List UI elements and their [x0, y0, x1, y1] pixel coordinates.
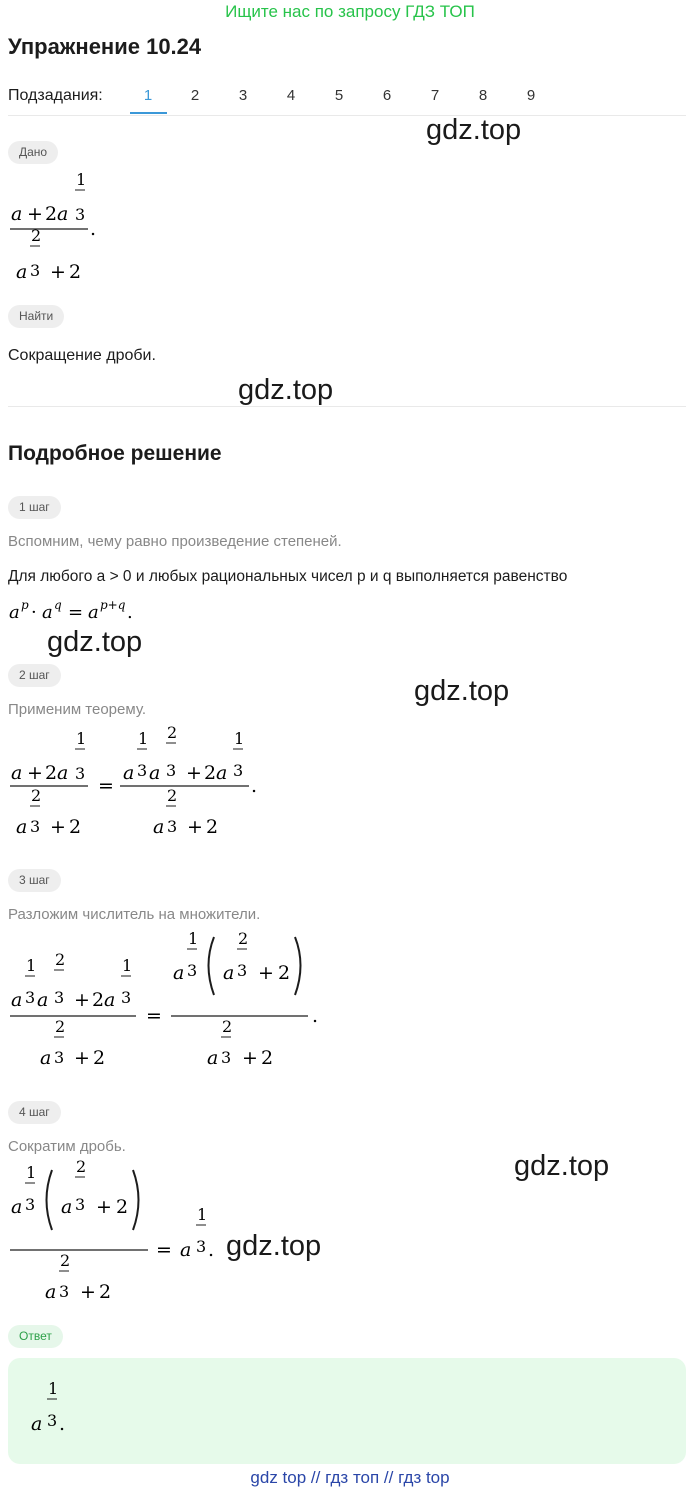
svg-text:1: 1	[26, 1163, 37, 1182]
svg-text:1: 1	[138, 729, 149, 748]
tabs-divider	[8, 115, 686, 116]
svg-text:2: 2	[238, 929, 249, 948]
svg-text:a: a	[173, 962, 185, 984]
svg-text:=: =	[156, 1239, 172, 1261]
svg-text:3: 3	[221, 1048, 232, 1067]
svg-text:a: a	[9, 602, 20, 623]
svg-text:a: a	[45, 1281, 57, 1303]
tab-subtask-2[interactable]: 2	[190, 87, 200, 104]
svg-text:a: a	[11, 762, 23, 784]
svg-text:2: 2	[261, 1047, 274, 1069]
svg-text:a: a	[16, 816, 28, 838]
svg-text:1: 1	[76, 170, 87, 189]
answer-box	[8, 1358, 686, 1464]
tab-subtask-7[interactable]: 7	[430, 87, 440, 104]
svg-text:3: 3	[167, 817, 178, 836]
tab-subtask-9[interactable]: 9	[526, 87, 536, 104]
given-expression	[8, 168, 108, 286]
svg-text:2: 2	[60, 1251, 71, 1270]
answer-badge: Ответ	[8, 1325, 63, 1348]
svg-text:2: 2	[92, 989, 105, 1011]
watermark: gdz.top	[238, 374, 334, 406]
tab-subtask-3[interactable]: 3	[238, 87, 248, 104]
svg-text:2: 2	[55, 1017, 66, 1036]
step-1-text: Для любого a > 0 и любых рациональных чисел p и q выполняется равенство	[8, 568, 568, 585]
svg-text:=: =	[146, 1005, 162, 1027]
svg-text:2: 2	[278, 962, 291, 984]
svg-text:3: 3	[30, 817, 41, 836]
step-2-badge: 2 шаг	[8, 664, 61, 687]
svg-text:3: 3	[137, 761, 148, 780]
svg-text:2: 2	[222, 1017, 233, 1036]
footer-links[interactable]: gdz top // гдз топ // гдз top	[250, 1468, 450, 1487]
svg-text:+: +	[258, 962, 274, 984]
svg-text:2: 2	[45, 762, 58, 784]
svg-text:3: 3	[25, 988, 36, 1007]
given-badge: Дано	[8, 141, 58, 164]
tab-subtask-6[interactable]: 6	[382, 87, 392, 104]
svg-text:=: =	[98, 775, 114, 797]
step-3-badge: 3 шаг	[8, 869, 61, 892]
svg-text:2: 2	[204, 762, 217, 784]
step-1-formula	[8, 596, 168, 626]
step-1-caption: Вспомним, чему равно произведение степеней.	[8, 533, 342, 550]
watermark: gdz.top	[414, 675, 510, 707]
find-badge: Найти	[8, 305, 64, 328]
step-4-formula	[8, 1156, 228, 1306]
svg-text:1: 1	[188, 929, 199, 948]
svg-text:+: +	[80, 1281, 96, 1303]
watermark: gdz.top	[226, 1230, 322, 1262]
svg-text:3: 3	[233, 761, 244, 780]
svg-text:.: .	[59, 1413, 66, 1435]
svg-text:a: a	[42, 602, 53, 623]
svg-text:3: 3	[54, 1048, 65, 1067]
svg-text:a: a	[40, 1047, 52, 1069]
tab-subtask-5[interactable]: 5	[334, 87, 344, 104]
step-1-badge: 1 шаг	[8, 496, 61, 519]
svg-text:3: 3	[75, 205, 86, 224]
svg-text:2: 2	[31, 786, 42, 805]
watermark: gdz.top	[514, 1150, 610, 1182]
svg-text:3: 3	[25, 1195, 36, 1214]
svg-text:a: a	[153, 816, 165, 838]
svg-text:3: 3	[30, 261, 41, 280]
svg-text:2: 2	[55, 950, 66, 969]
find-text: Сокращение дроби.	[8, 347, 156, 364]
svg-text:a: a	[104, 989, 116, 1011]
svg-text:=: =	[68, 602, 84, 623]
svg-text:3: 3	[47, 1411, 58, 1430]
svg-text:2: 2	[167, 723, 178, 742]
step-4-badge: 4 шаг	[8, 1101, 61, 1124]
svg-text:a: a	[123, 762, 135, 784]
svg-text:+: +	[74, 1047, 90, 1069]
svg-text:2: 2	[93, 1047, 106, 1069]
svg-text:3: 3	[121, 988, 132, 1007]
svg-text:3: 3	[59, 1282, 70, 1301]
svg-text:a: a	[61, 1196, 73, 1218]
watermark: gdz.top	[47, 626, 143, 658]
promo-banner[interactable]: Ищите нас по запросу ГДЗ ТОП	[225, 2, 475, 21]
svg-text:a: a	[11, 203, 23, 225]
svg-text:2: 2	[31, 226, 42, 245]
svg-text:.: .	[251, 775, 258, 797]
svg-text:3: 3	[166, 761, 177, 780]
svg-text:+: +	[242, 1047, 258, 1069]
svg-text:2: 2	[99, 1281, 112, 1303]
answer-formula	[28, 1378, 88, 1440]
svg-text:3: 3	[196, 1237, 207, 1256]
svg-text:p: p	[21, 598, 29, 612]
svg-text:a: a	[16, 261, 28, 283]
svg-text:2: 2	[76, 1157, 87, 1176]
subtasks-label: Подзадания:	[8, 87, 103, 104]
svg-text:2: 2	[69, 261, 82, 283]
svg-text:3: 3	[75, 764, 86, 783]
svg-text:+: +	[50, 816, 66, 838]
section-divider	[8, 406, 686, 407]
watermark: gdz.top	[426, 114, 522, 146]
svg-text:a: a	[207, 1047, 219, 1069]
svg-text:+: +	[96, 1196, 112, 1218]
svg-text:+: +	[50, 261, 66, 283]
svg-text:1: 1	[76, 729, 87, 748]
svg-text:q: q	[54, 598, 62, 612]
step-2-formula	[8, 722, 278, 844]
svg-text:2: 2	[69, 816, 82, 838]
svg-text:a: a	[180, 1239, 192, 1261]
svg-text:a: a	[37, 989, 49, 1011]
step-3-caption: Разложим числитель на множители.	[8, 906, 261, 923]
svg-text:a: a	[11, 989, 23, 1011]
tab-subtask-4[interactable]: 4	[286, 87, 296, 104]
svg-text:p+q: p+q	[100, 598, 126, 612]
svg-text:a: a	[216, 762, 228, 784]
svg-text:a: a	[31, 1413, 43, 1435]
active-tab-indicator	[130, 112, 167, 114]
svg-text:1: 1	[197, 1205, 208, 1224]
svg-text:.: .	[127, 602, 133, 623]
svg-text:1: 1	[234, 729, 245, 748]
svg-text:3: 3	[54, 988, 65, 1007]
svg-text:1: 1	[26, 956, 37, 975]
svg-text:+: +	[74, 989, 90, 1011]
svg-text:+: +	[27, 762, 43, 784]
svg-text:1: 1	[48, 1379, 59, 1398]
svg-text:a: a	[149, 762, 161, 784]
svg-text:a: a	[57, 762, 69, 784]
svg-text:a: a	[11, 1196, 23, 1218]
svg-text:.: .	[208, 1239, 215, 1261]
svg-text:+: +	[187, 816, 203, 838]
svg-text:3: 3	[237, 961, 248, 980]
svg-text:1: 1	[122, 956, 133, 975]
svg-text:2: 2	[116, 1196, 129, 1218]
svg-text:2: 2	[206, 816, 219, 838]
svg-text:2: 2	[167, 786, 178, 805]
svg-text:·: ·	[31, 602, 37, 623]
svg-text:+: +	[27, 203, 43, 225]
svg-text:a: a	[57, 203, 69, 225]
step-2-caption: Применим теорему.	[8, 701, 147, 718]
svg-text:+: +	[186, 762, 202, 784]
step-3-formula	[8, 925, 328, 1075]
svg-text:a: a	[223, 962, 235, 984]
page-title: Упражнение 10.24	[8, 34, 202, 59]
tab-subtask-8[interactable]: 8	[478, 87, 488, 104]
svg-text:.: .	[312, 1005, 319, 1027]
solution-heading: Подробное решение	[8, 442, 222, 465]
tab-subtask-1[interactable]: 1	[143, 87, 153, 104]
svg-text:3: 3	[187, 961, 198, 980]
svg-text:a: a	[88, 602, 99, 623]
svg-text:2: 2	[45, 203, 58, 225]
svg-text:.: .	[90, 218, 97, 240]
step-4-caption: Сократим дробь.	[8, 1138, 126, 1155]
svg-text:3: 3	[75, 1195, 86, 1214]
